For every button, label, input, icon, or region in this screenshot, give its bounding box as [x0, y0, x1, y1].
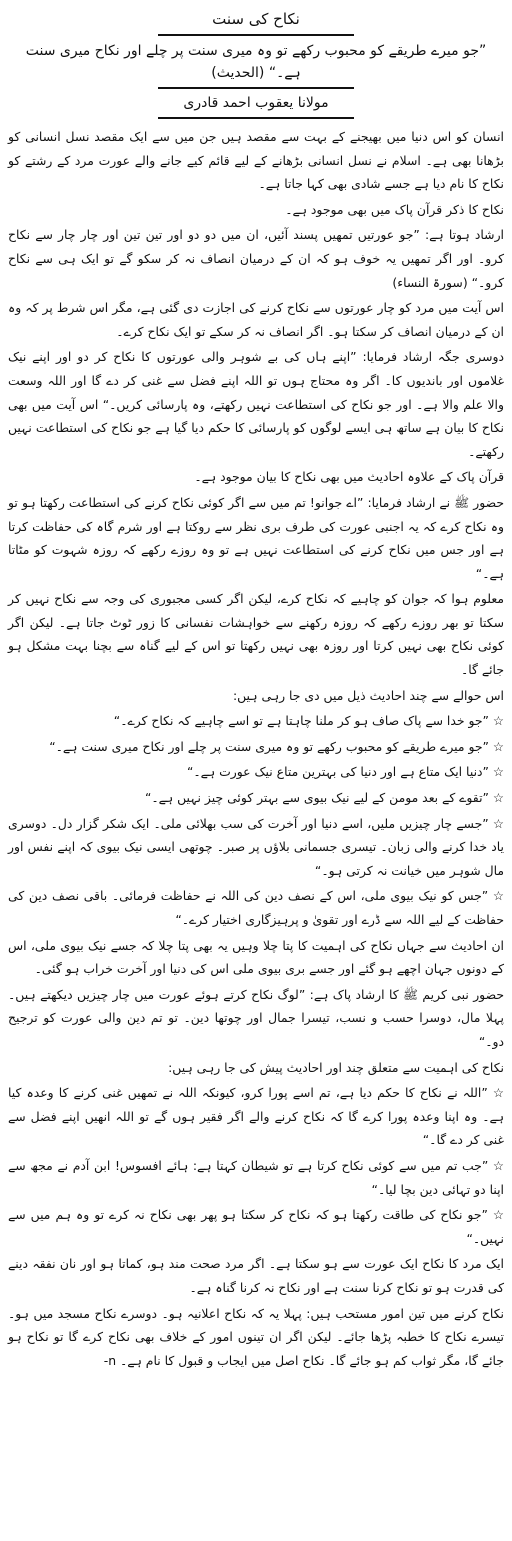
paragraph: نکاح کرنے میں تین امور مستحب ہیں: پہلا یہ کہ نکاح اعلانیہ ہو۔ دوسرے نکاح مسجد میں ہو۔ تیسرے نکاح کا خطبہ پڑھا جائے۔ لیکن اگر ان تینوں امور کے خلاف بھی نکاح کرے گا تو نکاح ہو جائے گا، مگر ثواب کم ہو جائے گا۔ نکاح اصل میں ایجاب و قبول کا نام ہے۔ n- [8, 1305, 504, 1368]
paragraph: ایک مرد کا نکاح ایک عورت سے ہو سکتا ہے۔ اگر مرد صحت مند ہو، کماتا ہو اور نان نفقہ دینے کی قدرت ہو تو نکاح کرنا سنت ہے اور نکاح نہ کرنا گناہ ہے۔ [8, 1256, 504, 1295]
paragraph: حضور نبی کریم ﷺ کا ارشاد پاک ہے: ”لوگ نکاح کرتے ہوئے عورت میں چار چیزیں دیکھتے ہیں۔ پہلا مال، دوسرا حسب و نسب، تیسرا جمال اور چوتھا دین۔ تو تم دین والی عورت کو ترجیح دو۔“ [8, 986, 504, 1049]
hadith-item: ☆ ”تقوے کے بعد مومن کے لیے نیک بیوی سے بہتر کوئی چیز نہیں ہے۔“ [144, 790, 504, 806]
author-name: مولانا یعقوب احمد قادری [183, 95, 329, 111]
hadith-item: ☆ ”جسے چار چیزیں ملیں، اسے دنیا اور آخرت کی سب بھلائی ملی۔ ایک شکر گزار دل۔ دوسری یاد خدا کرنے والی زبان۔ تیسری جسمانی بلاؤں پر صبر۔ چوتھی ایسی نیک بیوی کہ اپنے نفس اور مال شوہر میں خیانت نہ کرتی ہو۔“ [8, 815, 504, 878]
hadith-item: ☆ ”جو خدا سے پاک صاف ہو کر ملنا چاہتا ہے تو اسے چاہیے کہ نکاح کرے۔“ [113, 713, 504, 729]
paragraph: ارشاد ہوتا ہے: ”جو عورتیں تمھیں پسند آئیں، ان میں دو دو اور تین تین اور چار چار سے نکاح کرو۔ اور اگر تمھیں یہ خوف ہو کہ ان کے درمیان انصاف نہ کر سکو گے تو ایک ہی سے نکاح کرو۔“ (سورۃ النساء) [8, 227, 504, 290]
article-title: نکاح کی سنت [212, 10, 300, 28]
title-rule-middle [158, 87, 354, 89]
hadith-item: ☆ ”جو نکاح کی طاقت رکھتا ہو کہ نکاح کر سکتا ہو پھر بھی نکاح نہ کرے تو وہ ہم میں سے نہیں۔“ [8, 1207, 504, 1246]
hadith-item: ☆ ”جس کو نیک بیوی ملی، اس کے نصف دین کی اللہ نے حفاظت فرمائی۔ باقی نصف دین کی حفاظت کے لیے اللہ سے ڈرے اور تقویٰ و پرہیزگاری اختیار کرے۔“ [8, 888, 504, 927]
article-body [8, 125, 504, 1372]
paragraph: ان احادیث سے جہاں نکاح کی اہمیت کا پتا چلا وہیں یہ بھی پتا چلا کہ جسے نیک بیوی ملی، اس کے دونوں جہان اچھے ہو گئے اور جسے بری بیوی ملی اس کی دنیا اور آخرت خراب ہو گئی۔ [8, 937, 504, 977]
title-rule-top [158, 34, 354, 36]
paragraph: انسان کو اس دنیا میں بھیجنے کے بہت سے مقصد ہیں جن میں سے ایک مقصد نسل انسانی کو بڑھانا بھی ہے۔ اسلام نے نسل انسانی بڑھانے کے لیے قائم کیے جانے والے عورت مرد کے رشتے کو نکاح کا نام دیا ہے جسے شادی بھی کہا جاتا ہے۔ [8, 129, 504, 192]
paragraph: دوسری جگہ ارشاد فرمایا: ”اپنے ہاں کی بے شوہر والی عورتوں کا نکاح کر دو اور اپنے نیک غلاموں اور باندیوں کا۔ اگر وہ محتاج ہوں تو اللہ اپنے فضل سے غنی کر دے گا اور اللہ وسعت والا علم والا ہے۔ اور جو نکاح کی استطاعت نہیں رکھتے، وہ پارسائی کریں۔“ اس آیت میں بھی نکاح کا بیان ہے ساتھ ہی ایسے لوگوں کو پارسائی کا حکم دیا گیا ہے جو نکاح کی استطاعت نہیں رکھتے۔ [8, 349, 504, 459]
hadith-heading: ”جو میرے طریقے کو محبوب رکھے تو وہ میری سنت پر چلے اور نکاح میری سنت ہے۔“ (الحدیث) [25, 43, 487, 81]
paragraph: معلوم ہوا کہ جوان کو چاہیے کہ نکاح کرے، لیکن اگر کسی مجبوری کی وجہ سے نکاح نہیں کر سکتا تو بھر روزے رکھے کہ روزہ رکھنے سے خواہشات نفسانی کا زور ٹوٹ جاتا ہے۔ لیکن اگر کوئی نکاح بھی نہیں کرتا اور روزہ بھی نہیں رکھتا تو اس کے لیے گناہ سے بچنا بہت مشکل ہو جائے گا۔ [8, 591, 504, 678]
paragraph: نکاح کا ذکر قرآن پاک میں بھی موجود ہے۔ [285, 201, 504, 217]
hadith-item: ☆ ”جو میرے طریقے کو محبوب رکھے تو وہ میری سنت پر چلے اور نکاح میری سنت ہے۔“ [49, 738, 504, 754]
hadith-item: ☆ ”جب تم میں سے کوئی نکاح کرتا ہے تو شیطان کہتا ہے: ہائے افسوس! ابن آدم نے مجھ سے اپنا دو تہائی دین بچا لیا۔“ [8, 1157, 504, 1197]
paragraph: حضور ﷺ نے ارشاد فرمایا: ”اے جوانو! تم میں سے اگر کوئی نکاح کرنے کی استطاعت رکھتا ہو تو وہ نکاح کرے کہ یہ اجنبی عورت کی طرف بری نظر سے روکتا ہے اور شرم گاہ کی حفاظت کرتا ہے اور جس میں نکاح کرنے کی استطاعت نہیں ہے تو وہ روزے رکھے کہ روزہ شہوت کو مٹاتا ہے۔“ [8, 494, 504, 581]
title-rule-bottom [158, 117, 354, 119]
paragraph: اس آیت میں مرد کو چار عورتوں سے نکاح کرنے کی اجازت دی گئی ہے، مگر اس شرط پر کہ وہ ان کے درمیان انصاف کر سکتا ہو۔ اگر انصاف نہ کر سکے تو ایک نکاح کرے۔ [8, 300, 504, 339]
hadith-item: ☆ ”اللہ نے نکاح کا حکم دیا ہے، تم اسے پورا کرو، کیونکہ اللہ نے تمھیں غنی کرنے کا وعدہ کیا ہے۔ وہ اپنا وعدہ پورا کرے گا کہ نکاح کرنے والے اگر فقیر ہوں گے تو اللہ انھیں اپنے فضل سے غنی کر دے گا۔“ [8, 1085, 504, 1148]
hadith-item: ☆ ”دنیا ایک متاع ہے اور دنیا کی بہترین متاع نیک عورت ہے۔“ [186, 764, 504, 780]
paragraph: نکاح کی اہمیت سے متعلق چند اور احادیث پیش کی جا رہی ہیں: [168, 1059, 504, 1075]
paragraph: اس حوالے سے چند احادیث ذیل میں دی جا رہی ہیں: [232, 687, 504, 703]
paragraph: قرآن پاک کے علاوہ احادیث میں بھی نکاح کا بیان موجود ہے۔ [194, 469, 504, 485]
